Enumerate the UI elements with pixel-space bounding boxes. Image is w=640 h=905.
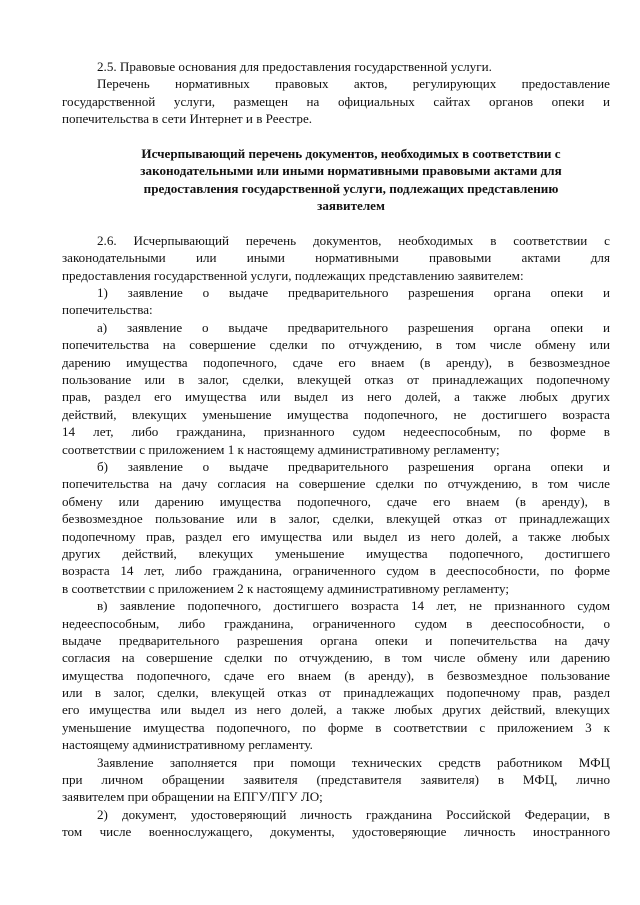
list-item-b: б) заявление о выдаче предварительного разрешения органа опеки и [97, 458, 610, 474]
paragraph-line: других действий, влекущих уменьшение имущества подопечного, достигшего [62, 545, 610, 561]
paragraph-line: прав, раздел его имущества или выдел из него долей, а также любых других [62, 389, 610, 405]
paragraph-line: уменьшение имущества подопечного, по форме в соответствии с приложением 3 к [62, 719, 610, 735]
title-line: предоставления государственной услуги, подлежащих представлению [143, 180, 559, 196]
paragraph-line: недееспособным, либо гражданина, ограниченного судом в дееспособности, о [62, 615, 610, 631]
section-2-5-heading: 2.5. Правовые основания для предоставления государственной услуги. [97, 59, 492, 74]
title-line: заявителем [317, 198, 385, 214]
section-2-6 [62, 232, 610, 841]
fill-note: Заявление заполняется при помощи технических средств работником МФЦ [97, 754, 610, 770]
section-2-5 [62, 58, 610, 128]
list-item-a: а) заявление о выдаче предварительного разрешения органа опеки и [97, 319, 610, 335]
paragraph-line: 2.6. Исчерпывающий перечень документов, необходимых в соответствии с [97, 232, 610, 248]
paragraph-line: безвозмездное пользование или в залог, сделки, влекущей отказ от принадлежащих [62, 511, 610, 527]
title-line: законодательными или иными нормативными правовыми актами для [140, 163, 562, 179]
paragraph-line: предоставления государственной услуги, подлежащих представлению заявителем: [62, 267, 524, 283]
list-item-1: 1) заявление о выдаче предварительного разрешения органа опеки и [97, 285, 610, 301]
paragraph-line: законодательными или иными нормативными правовыми актами для [62, 250, 610, 266]
paragraph-line: попечительства в сети Интернет и в Реестре. [62, 111, 313, 127]
paragraph-line: согласия на совершение сделки по отчуждению, в том числе обмену или дарению [62, 650, 610, 666]
paragraph-line: выдаче предварительного разрешения органа опеки и попечительства на дачу [62, 632, 610, 648]
paragraph-line: в соответствии с приложением 2 к настоящему административному регламенту; [62, 580, 510, 596]
document-page [62, 58, 610, 841]
paragraph-line: попечительства: [62, 302, 153, 318]
spacer [62, 215, 610, 232]
paragraph-line: соответствии с приложением 1 к настоящему административному регламенту; [62, 441, 500, 457]
list-item-v: в) заявление подопечного, достигшего возраста 14 лет, не признанного судом [97, 598, 610, 614]
paragraph-line: государственной услуги, размещен на официальных сайтах органов опеки и [62, 93, 610, 109]
paragraph-line: действий, влекущих уменьшение имущества подопечного, не достигшего возраста [62, 406, 610, 422]
paragraph-line: Перечень нормативных правовых актов, регулирующих предоставление [97, 76, 610, 92]
paragraph-line: попечительства на совершение сделки по отчуждению, в том числе обмену или [62, 337, 610, 353]
paragraph-line: имущества подопечного, сдаче его внаем (в аренду), в безвозмездное пользование [62, 667, 610, 683]
paragraph-line: том числе военнослужащего, документы, удостоверяющие личность иностранного [62, 824, 610, 840]
list-item-2: 2) документ, удостоверяющий личность гражданина Российской Федерации, в [97, 806, 610, 822]
paragraph-line: обмену или дарению имущества подопечного, сдаче его внаем (в аренду), в [62, 493, 610, 509]
paragraph-line: при личном обращении заявителя (представителя заявителя) в МФЦ, лично [62, 772, 610, 788]
paragraph-line: подопечному прав, раздел его имущества или выдел из него долей, а также любых [62, 528, 610, 544]
paragraph-line: возраста 14 лет, либо гражданина, ограниченного судом в дееспособности, по форме [62, 563, 610, 579]
paragraph-line: его имущества или выдел из него долей, а также любых других действий, влекущих [62, 702, 610, 718]
paragraph-line: или в залог, сделки, влекущей отказ от принадлежащих подопечному прав, раздел [62, 685, 610, 701]
paragraph-line: настоящему административному регламенту. [62, 737, 313, 753]
paragraph-line: дарению имущества подопечного, сдаче его внаем (в аренду), в безвозмездное [62, 354, 610, 370]
section-title [92, 145, 610, 215]
paragraph-line: попечительства на дачу согласия на совершение сделки по отчуждению, в том числе [62, 476, 610, 492]
paragraph-line: пользование или в залог, сделки, влекущей отказ от принадлежащих подопечному [62, 372, 610, 388]
spacer [62, 128, 610, 145]
title-line: Исчерпывающий перечень документов, необходимых в соответствии с [141, 145, 561, 161]
paragraph-line: заявителем при обращении на ЕПГУ/ПГУ ЛО; [62, 789, 323, 805]
paragraph-line: 14 лет, либо гражданина, признанного судом недееспособным, по форме в [62, 424, 610, 440]
